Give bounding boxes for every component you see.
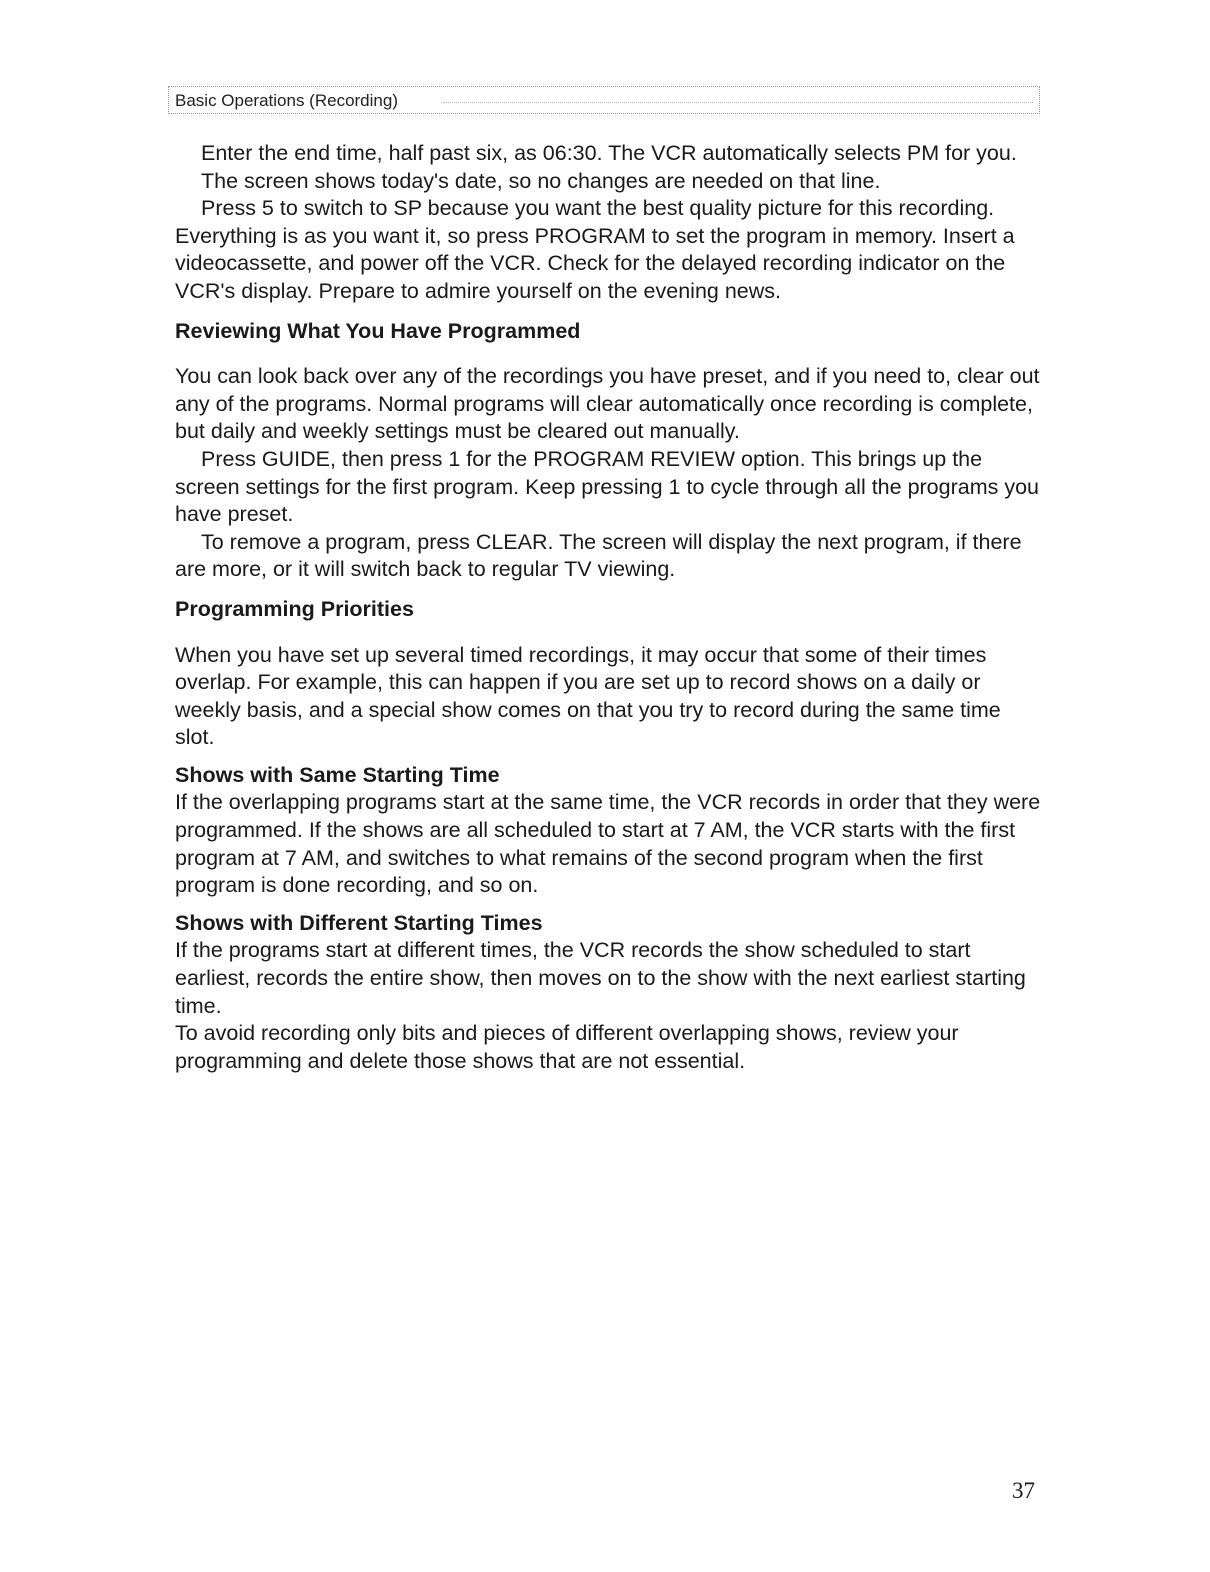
- page-number: 37: [1012, 1478, 1035, 1503]
- subheading-same-start: Shows with Same Starting Time: [175, 762, 500, 787]
- section-heading-reviewing: Reviewing What You Have Programmed: [175, 318, 581, 343]
- intro-paragraph-3: Press 5 to switch to SP because you want the best quality picture for this recording.: [201, 196, 995, 221]
- different-start-paragraph-1: If the programs start at different times, the VCR records the show scheduled to start earliest, records the entire show, then moves on to the show with the next earliest starting time.: [175, 938, 1026, 1018]
- priorities-paragraph-1: When you have set up several timed recordings, it may occur that some of their times overlap. For example, this can happen if you are set up to record shows on a daily or weekly basis, and a special show comes on that you try to record during the same time slot.: [175, 642, 1001, 750]
- header-title: Basic Operations (Recording): [175, 91, 404, 111]
- subheading-different-start: Shows with Different Starting Times: [175, 910, 543, 935]
- intro-paragraph-1: Enter the end time, half past six, as 06:30. The VCR automatically selects PM for you.: [201, 141, 1017, 165]
- page-body: [175, 140, 1045, 1075]
- section-heading-priorities: Programming Priorities: [175, 596, 414, 621]
- same-start-paragraph-1: If the overlapping programs start at the same time, the VCR records in order that they were programmed. If the shows are all scheduled to start at 7 AM, the VCR starts with the first program at 7 AM, and switches to what remains of the second program when the first program is done recording, and so on.: [175, 790, 1041, 898]
- intro-paragraph-2: The screen shows today's date, so no changes are needed on that line.: [201, 168, 881, 193]
- reviewing-paragraph-1: You can look back over any of the recordings you have preset, and if you need to, clear out any of the programs. Normal programs will clear automatically once recording is complete, but daily and weekly settings must be cleared out manually.: [175, 364, 1040, 444]
- reviewing-paragraph-3: To remove a program, press CLEAR. The screen will display the next program, if there are more, or it will switch back to regular TV viewing.: [175, 529, 1022, 582]
- header-dotted-rule: [443, 102, 1033, 103]
- intro-paragraph-4: Everything is as you want it, so press PROGRAM to set the program in memory. Insert a videocassette, and power off the VCR. Check for the delayed recording indicator on the VCR's display. Prepare to admire yourself on the evening news.: [175, 223, 1015, 303]
- different-start-paragraph-2: To avoid recording only bits and pieces of different overlapping shows, review your programming and delete those shows that are not essential.: [175, 1021, 959, 1073]
- reviewing-paragraph-2: Press GUIDE, then press 1 for the PROGRAM REVIEW option. This brings up the screen settings for the first program. Keep pressing 1 to cycle through all the programs you have preset.: [175, 446, 1040, 527]
- running-header: [168, 86, 1040, 114]
